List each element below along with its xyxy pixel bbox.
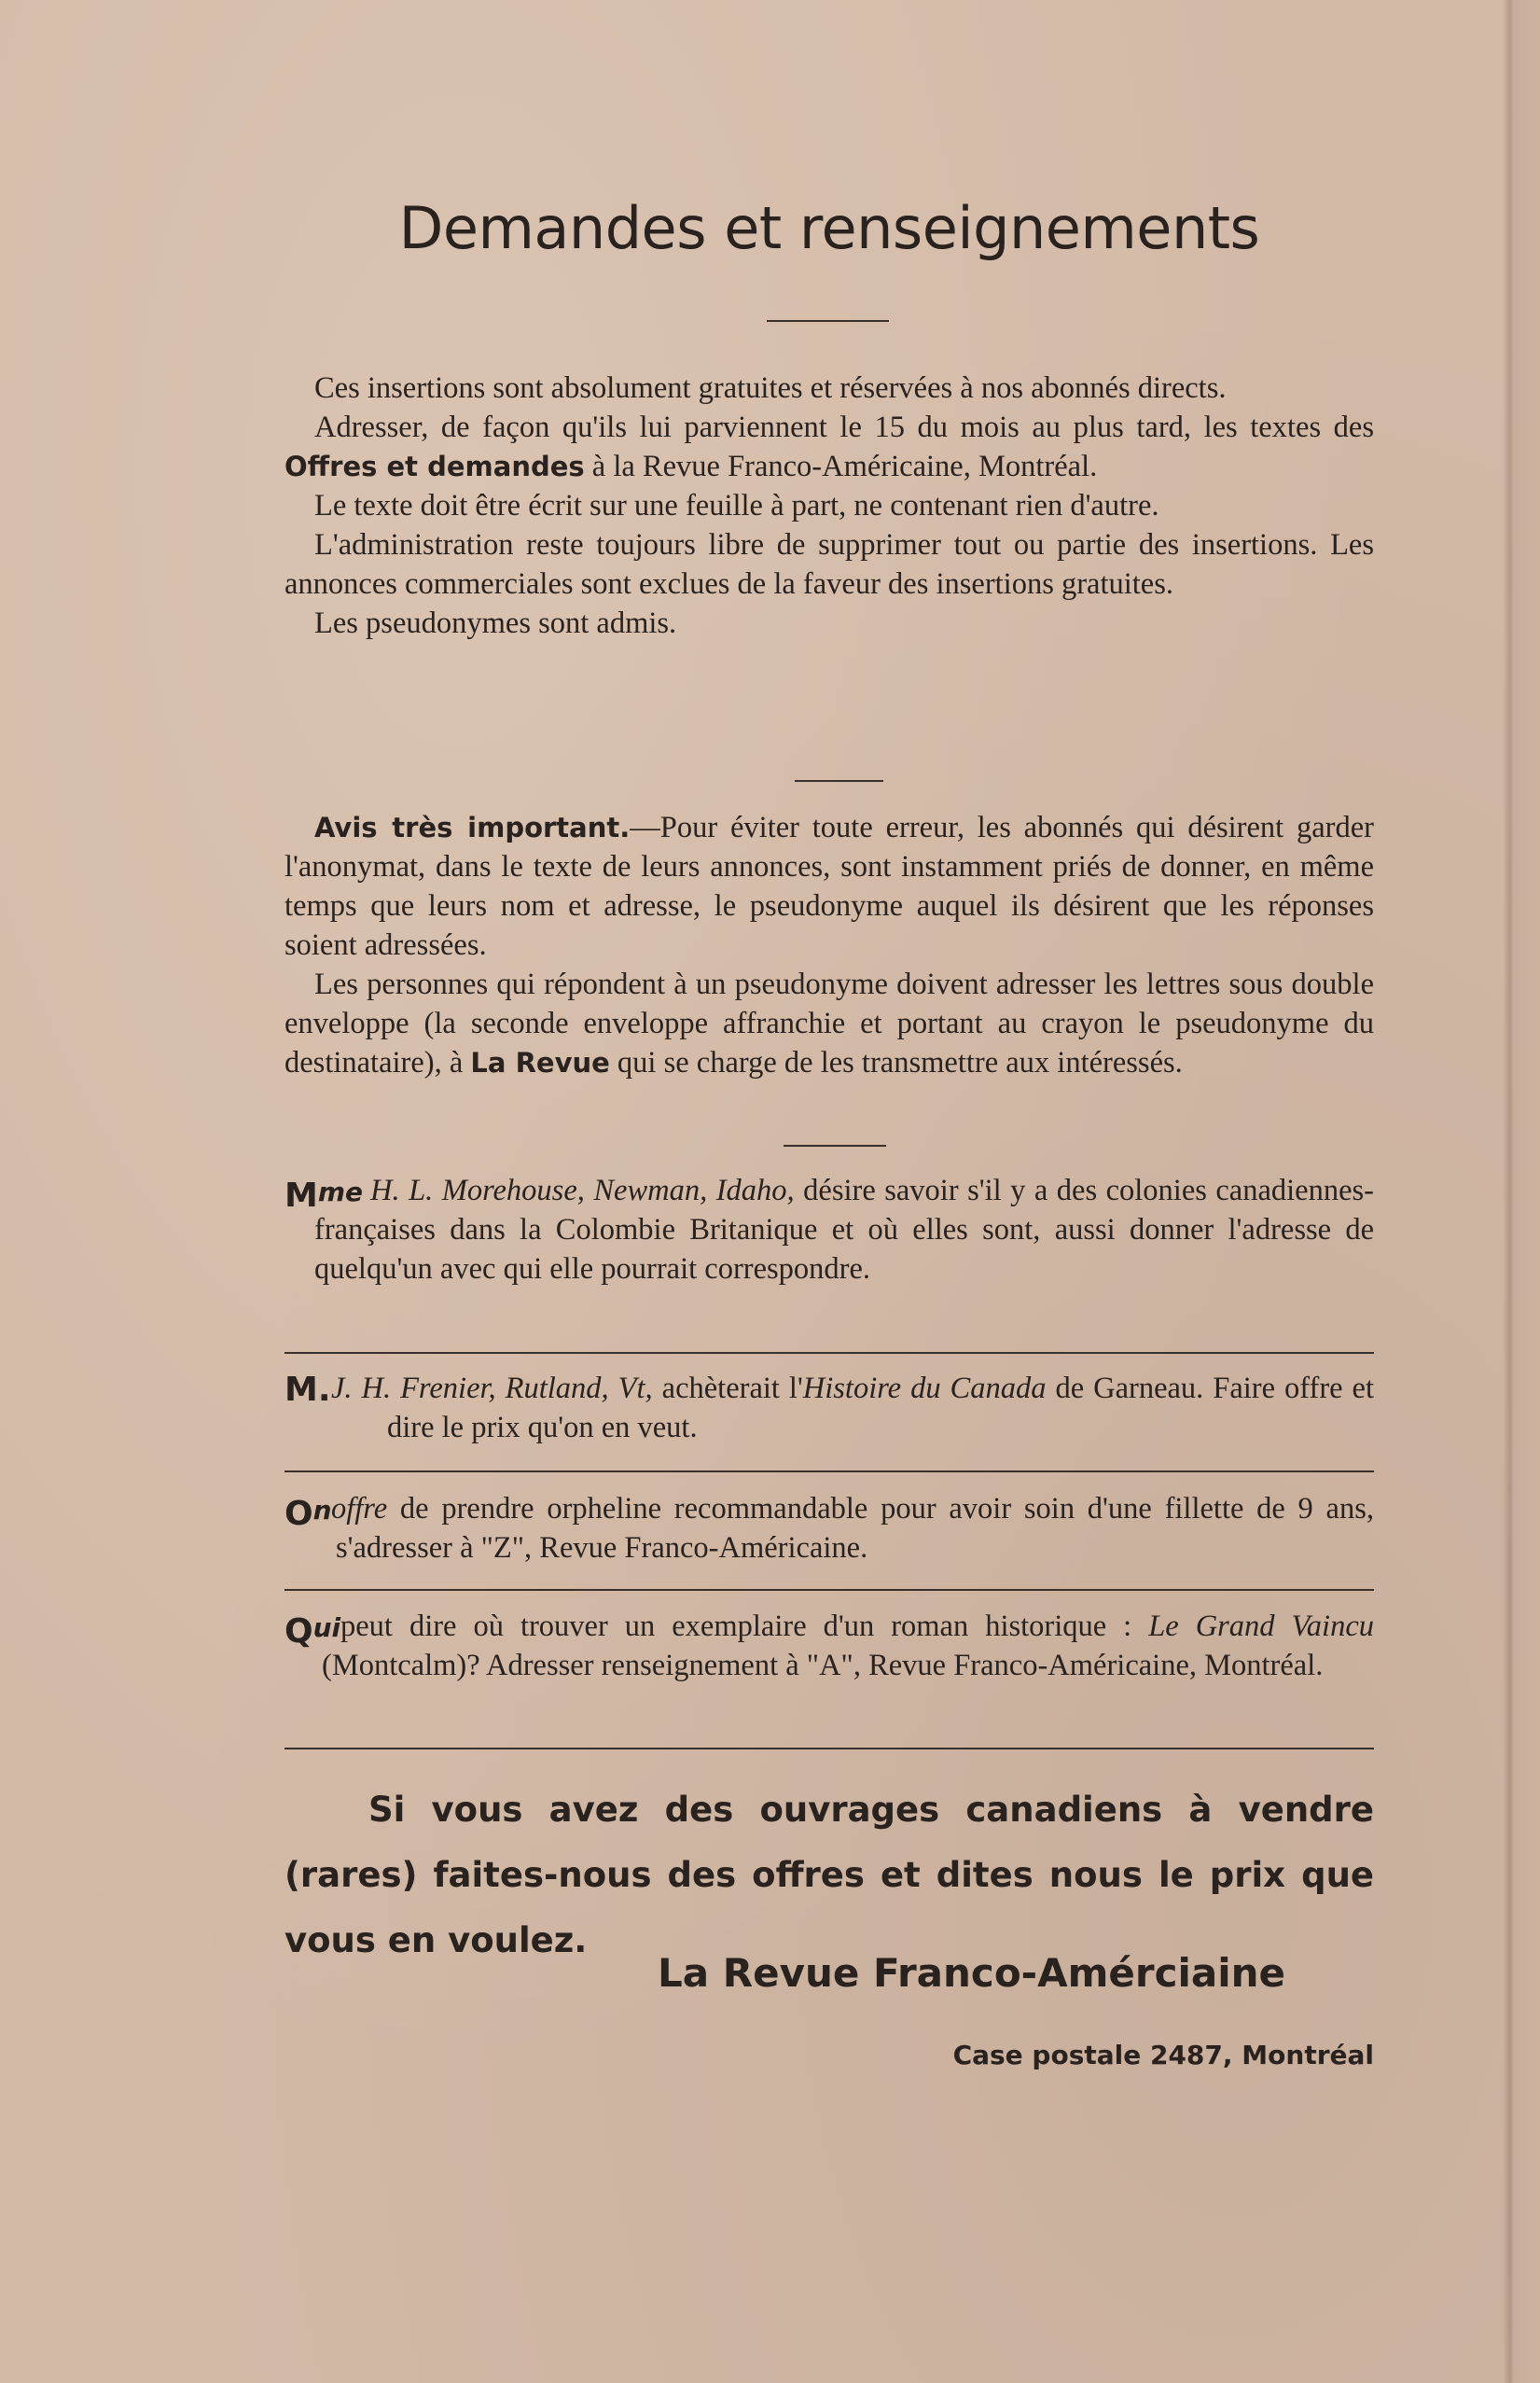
ad-book-title: Histoire du Canada [802, 1372, 1047, 1405]
signature: La Revue Franco-Amérciaine [658, 1950, 1285, 1996]
notice-section [284, 808, 1374, 1082]
title-rule [767, 320, 889, 322]
intro-rule [795, 780, 883, 782]
ad-separator [284, 1748, 1374, 1749]
ad-separator [284, 1352, 1374, 1354]
postal-address: Case postale 2487, Montréal [952, 2040, 1374, 2070]
intro-paragraph-1: Ces insertions sont absolument gratuites et réservées à nos abonnés directs. [314, 371, 1227, 405]
page-title: Demandes et renseignements [398, 194, 1260, 262]
ad-separator [284, 1470, 1374, 1472]
notice-paragraph-1: Avis très important.—Pour éviter toute erreur, les abonnés qui désirent garder l'anonymat, dans le texte de leurs annonces, sont instamment priés de donner, en même temps que leurs nom et adresse, le pseudonyme auquel ils désirent que les réponses soient adressées. [284, 811, 1375, 962]
notice-rule [784, 1145, 886, 1147]
notice-paragraph-2: Les personnes qui répondent à un pseudonyme doivent adresser les lettres sous double enveloppe (la seconde enveloppe affranchie et portant au crayon le pseudonyme du destinataire), à La Revue qui se charge de les transmettre aux intéressés. [284, 968, 1374, 1080]
intro-paragraph-2: Adresser, de façon qu'ils lui parviennent le 15 du mois au plus tard, les textes des Offres et demandes à la Revue Franco-Américaine, Montréal. [284, 411, 1374, 483]
ad-grand-vaincu: $Q^{ui}$ peut dire où trouver un exemplaire d'un roman historique : Le Grand Vaincu (Montcalm)? Adresser renseignement à "A", Revue Franco-Américaine, Montréal. [284, 1610, 1374, 1682]
intro-section [284, 369, 1374, 643]
intro-paragraph-3: Le texte doit être écrit sur une feuille à part, ne contenant rien d'autre. [314, 489, 1159, 523]
ad-initial: $O^n$ [284, 1495, 332, 1533]
ad-initial: $Q^{ui}$ [284, 1612, 341, 1651]
la-revue-label: La Revue [470, 1047, 610, 1079]
ad-frenier: M. J. H. Frenier, Rutland, Vt, achèterait l'Histoire du Canada de Garneau. Faire offre et dire le prix qu'on en veut. [284, 1371, 1374, 1444]
ad-name: J. H. Frenier, Rutland, Vt, [331, 1372, 653, 1405]
ad-separator [284, 1589, 1374, 1591]
page-edge [1503, 0, 1540, 2383]
ad-morehouse: $M^{me}$ H. L. Morehouse, Newman, Idaho, désire savoir s'il y a des colonies canadiennes-françaises dans la Colombie Britanique et où elles sont, aussi donner l'adresse de quelqu'un avec qui elle pourrait correspondre. [284, 1174, 1374, 1286]
ad-orpheline: $O^n$ offre de prendre orpheline recommandable pour avoir soin d'une fillette de 9 ans, s'adresser à "Z", Revue Franco-Américaine. [284, 1492, 1374, 1565]
ad-initial: M. [284, 1371, 331, 1409]
ad-book-title: Le Grand Vaincu [1148, 1610, 1374, 1643]
ad-initial: $M^{me}$ [284, 1177, 363, 1215]
ad-name: H. L. Morehouse, Newman, Idaho, [370, 1174, 795, 1207]
offres-demandes-label: Offres et demandes [284, 451, 585, 482]
intro-paragraph-5: Les pseudonymes sont admis. [314, 606, 677, 640]
footer-announcement: Si vous avez des ouvrages canadiens à vendre (rares) faites-nous des offres et dites nous le prix que vous en voulez. [284, 1790, 1374, 1960]
notice-label: Avis très important. [314, 812, 631, 843]
intro-paragraph-4: L'administration reste toujours libre de supprimer tout ou partie des insertions. Les annonces commerciales sont exclues de la faveur des insertions gratuites. [284, 528, 1374, 601]
